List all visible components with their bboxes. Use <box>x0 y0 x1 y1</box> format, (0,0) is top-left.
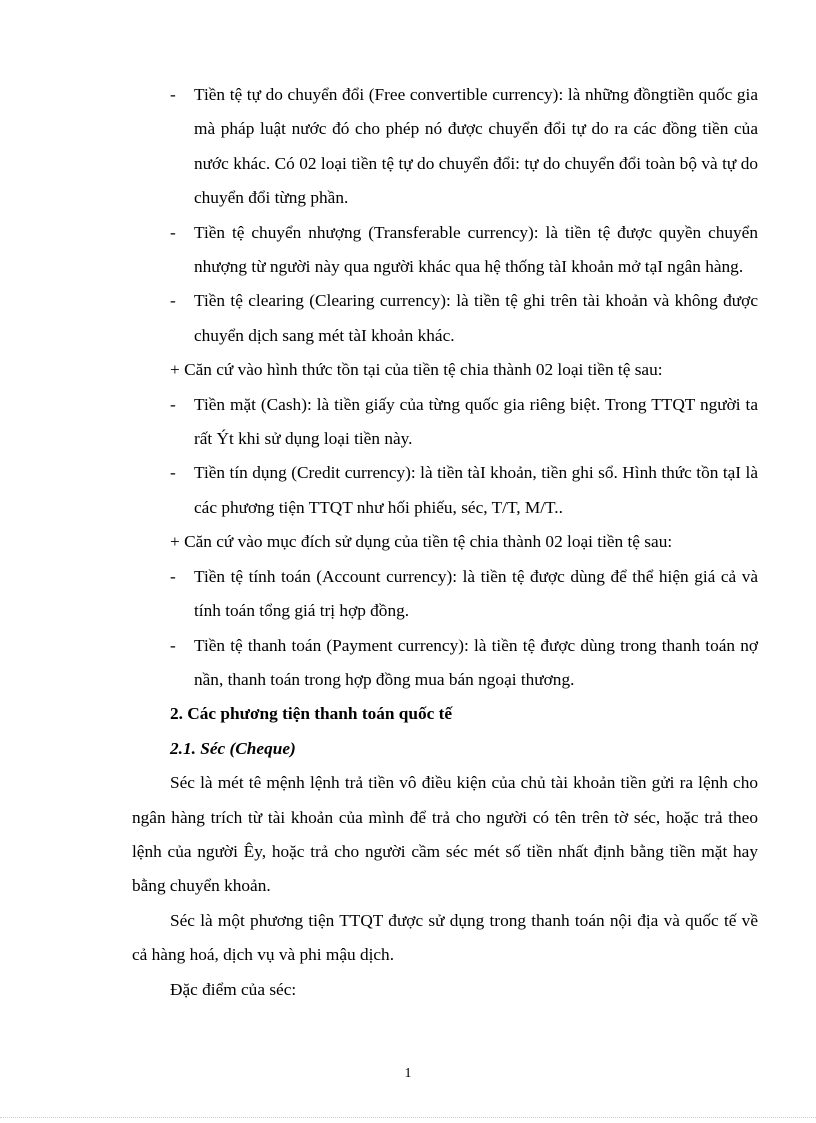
bullet-dash: - <box>170 635 176 655</box>
section-heading: 2. Các phương tiện thanh toán quốc tế <box>170 704 453 724</box>
bullet-dash: - <box>170 85 176 104</box>
paragraph-cheque-definition: Séc là mét tê mệnh lệnh trả tiền vô điều kiện của chủ tài khoản tiền gửi ra lệnh cho ngân hàng trích từ tài khoản của mình để trả cho người có tên trên tờ séc, hoặc trả theo lệnh của người Êy, hoặc trả cho người cầm séc mét số tiền nhất định bằng tiền mặt hay bằng chuyển khoản. <box>132 773 758 896</box>
page-number: 1 <box>404 1066 412 1081</box>
bullet-dash: - <box>170 566 176 586</box>
bullet-text: Tiền tệ clearing (Clearing currency): là tiền tệ ghi trên tài khoản và không được chuyển dịch sang mét tàI khoản khác. <box>194 291 758 345</box>
criterion-purpose: + Căn cứ vào mục đích sử dụng của tiền tệ chia thành 02 loại tiền tệ sau: <box>170 532 673 552</box>
paragraph-cheque-features: Đặc điểm của séc: <box>170 979 297 999</box>
bullet-payment-currency <box>132 629 758 698</box>
bullet-dash: - <box>170 222 176 242</box>
page-bottom-divider <box>0 1117 816 1118</box>
bullet-dash: - <box>170 291 176 311</box>
bullet-text: Tiền tín dụng (Credit currency): là tiền tàI khoản, tiền ghi sổ. Hình thức tồn tạI là các phương tiện TTQT như hối phiếu, séc, T/T, M/T.. <box>194 463 758 517</box>
paragraph-cheque-usage: Séc là một phương tiện TTQT được sử dụng trong thanh toán nội địa và quốc tế về cả hàng hoá, dịch vụ và phi mậu dịch. <box>132 910 758 965</box>
bullet-clearing-currency <box>132 284 758 353</box>
bullet-text: Tiền tệ tính toán (Account currency): là tiền tệ được dùng để thể hiện giá cả và tính toán tổng giá trị hợp đồng. <box>194 566 758 621</box>
bullet-text: Tiền tệ thanh toán (Payment currency): là tiền tệ được dùng trong thanh toán nợ nần, thanh toán trong hợp đồng mua bán ngoại thương. <box>194 635 758 689</box>
bullet-dash: - <box>170 394 176 414</box>
bullet-text: Tiền tệ chuyển nhượng (Transferable currency): là tiền tệ được quyền chuyển nhượng từ người này qua người khác qua hệ thống tàI khoản mở tạI ngân hàng. <box>194 222 758 277</box>
bullet-dash: - <box>170 463 176 483</box>
criterion-form: + Căn cứ vào hình thức tồn tại của tiền tệ chia thành 02 loại tiền tệ sau: <box>170 360 663 380</box>
bullet-text: Tiền mặt (Cash): là tiền giấy của từng quốc gia riêng biệt. Trong TTQT người ta rất Ýt khi sử dụng loại tiền này. <box>194 394 758 449</box>
bullet-credit-currency <box>132 456 758 525</box>
page-content <box>132 78 758 1007</box>
bullet-free-convertible-currency <box>132 78 758 216</box>
subsection-heading: 2.1. Séc (Cheque) <box>170 738 296 758</box>
bullet-cash <box>132 388 758 457</box>
bullet-account-currency <box>132 560 758 629</box>
bullet-transferable-currency <box>132 216 758 285</box>
bullet-text: Tiền tệ tự do chuyển đổi (Free convertible currency): là những đồngtiền quốc gia mà pháp luật nước đó cho phép nó được chuyển đổi tự do ra các đồng tiền của nước khác. Có 02 loại tiền tệ tự do chuyển đổi: tự do chuyển đổi toàn bộ và tự do chuyển đổi từng phần. <box>194 85 758 208</box>
